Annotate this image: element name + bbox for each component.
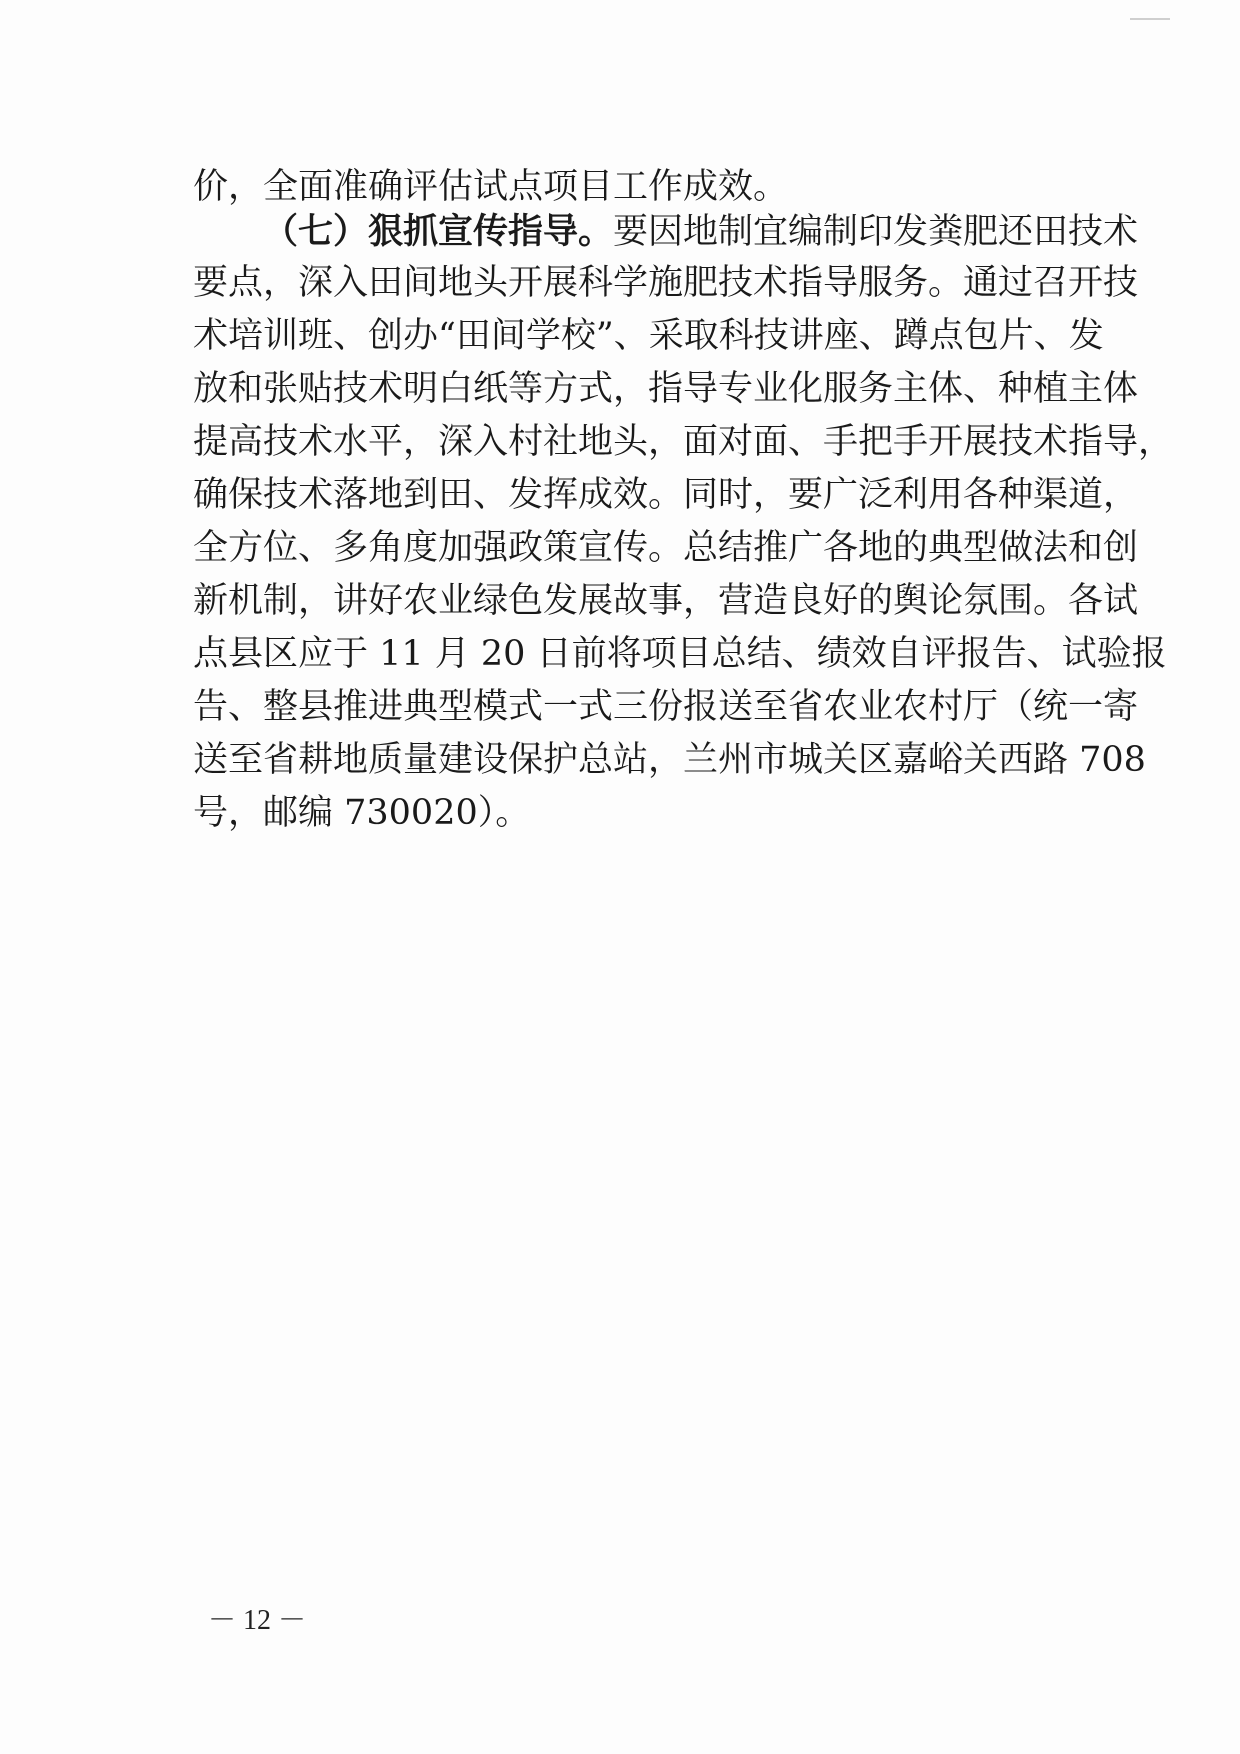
text-line-9: 新机制，讲好农业绿色发展故事，营造良好的舆论氛围。各试 (193, 581, 1139, 621)
section-paragraph-first-line (263, 212, 1139, 252)
section-heading: （七）狠抓宣传指导。 (263, 212, 614, 252)
text-line-13: 号，邮编 730020）。 (193, 793, 531, 833)
text-line-12: 送至省耕地质量建设保护总站，兰州市城关区嘉峪关西路 708 (193, 740, 1146, 780)
text-line-6: 提高技术水平，深入村社地头，面对面、手把手开展技术指导， (193, 422, 1174, 462)
text-line-2: 要因地制宜编制印发粪肥还田技术 (613, 212, 1139, 252)
text-line-1: 价，全面准确评估试点项目工作成效。 (193, 167, 789, 207)
text-line-10: 点县区应于 11 月 20 日前将项目总结、绩效自评报告、试验报 (193, 634, 1167, 674)
text-line-3: 要点，深入田间地头开展科学施肥技术指导服务。通过召开技 (193, 263, 1139, 303)
text-line-8: 全方位、多角度加强政策宣传。总结推广各地的典型做法和创 (193, 528, 1139, 568)
page-number: － 12 － (208, 1605, 307, 1636)
text-line-7: 确保技术落地到田、发挥成效。同时，要广泛利用各种渠道， (193, 475, 1139, 515)
scan-artifact (1130, 18, 1170, 20)
text-line-5: 放和张贴技术明白纸等方式，指导专业化服务主体、种植主体 (193, 369, 1139, 409)
text-line-11: 告、整县推进典型模式一式三份报送至省农业农村厅（统一寄 (193, 687, 1139, 727)
text-line-4: 术培训班、创办“田间学校”、采取科技讲座、蹲点包片、发 (193, 316, 1104, 356)
